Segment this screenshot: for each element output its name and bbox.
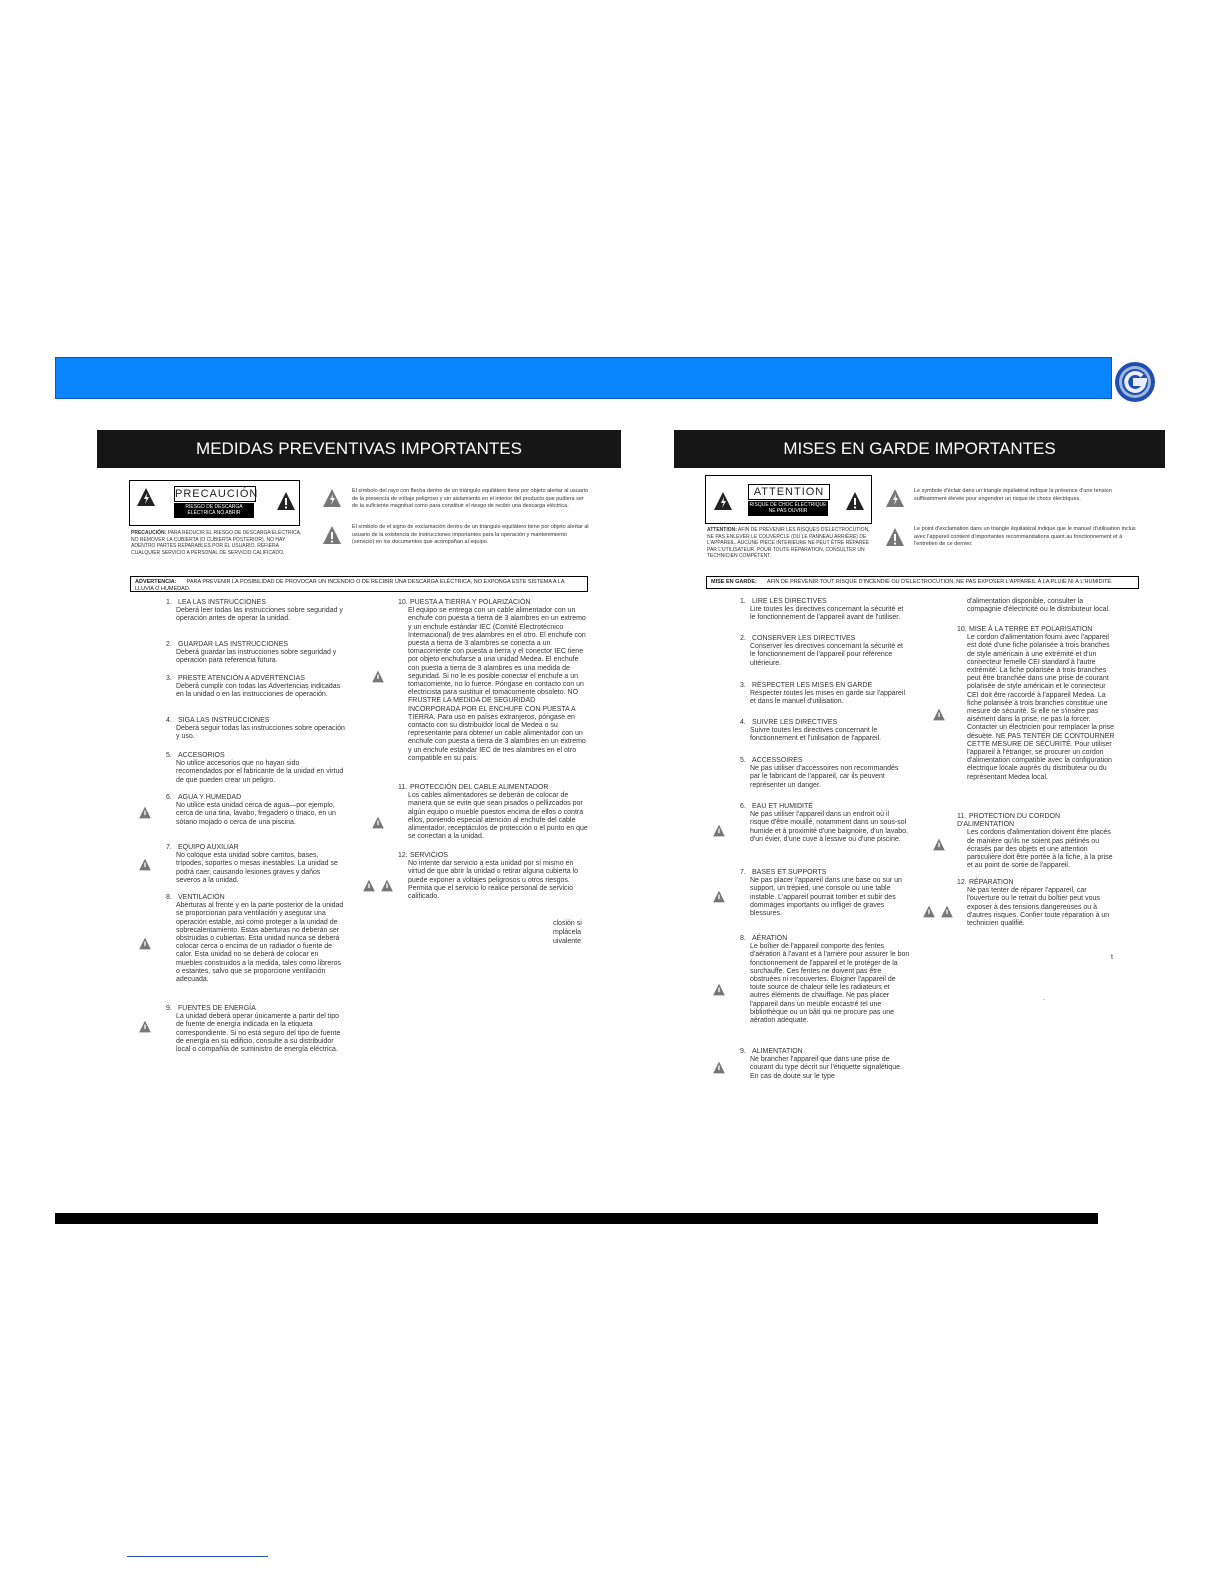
list-item: 2. CONSERVER LES DIRECTIVES Conserver les directives concernant la sécurité et le fonctionnement de l'appareil pour référence ultérieure. (740, 635, 903, 667)
list-item: 11. PROTECCIÓN DEL CABLE ALIMENTADOR Los cables alimentadores se deberán de colocar de manera que se evite que sean pisados o pellizcados por algún equipo o mueble puestos encima de ellos o contra ellos, poniendo especial atención al enchufe del cable alimentador, receptáculos de protección o el punto en que se conectan a la unidad. (398, 784, 588, 841)
text-fragment: closión si (553, 920, 582, 927)
list-item: d'alimentation disponible, consulter la compagnie d'électricité ou le distributeur local. (967, 598, 1110, 614)
list-item: 6. AGUA Y HUMEDAD No utilice esta unidad cerca de agua—por ejemplo, cerca de una tina, lavabo, fregadero o tinaco, en un sótano mojado o cerca de una piscina. (166, 794, 336, 826)
spanish-symbol-1: El símbolo del rayo con flecha dentro de un triángulo equilátero tiene por objeto alertar al usuario de la presencia de voltaje peligroso y sin aislamiento en el interior del producto que pudiera ser de la suficiente magnitud como para constituir el riesgo de recibir una descarga eléctrica. (352, 488, 589, 509)
exclamation-warning-icon (845, 491, 865, 511)
caution-label: PRECAUCIÓN: (131, 530, 167, 536)
french-symbol-1: Le symbole d'éclair dans un triangle équilatéral indique la présence d'une tension suffisamment élevée pour engendrer un risque de chocs électriques. (914, 488, 1112, 502)
list-item: 9. ALIMENTATION Ne brancher l'appareil que dans une prise de courant du type décrit sur l'étiquette signalétique. En cas de doute sur le type (740, 1048, 902, 1080)
spanish-warning-notice (130, 576, 588, 592)
warning-icon (138, 806, 152, 819)
g-logo-icon (1113, 360, 1157, 404)
warning-icon (940, 905, 954, 918)
exclamation-symbol-icon (884, 527, 906, 547)
text-fragment: . (1043, 995, 1045, 1002)
caution-text: PARA REDUCIR EL RIESGO DE DESCARGA ELÉCTRICA, NO REMOVER LA CUBIERTA (O CUBIERTA POSTERIOR). NO HAY ADENTRO PARTES REPARABLES POR EL USUARIO. REFIERA CUALQUIER SERVICIO A PERSONAL DE SERVICIO CALIFICADO. (131, 530, 302, 556)
warning-text: AFIN DE PRÉVENIR TOUT RISQUE D'INCENDIE OU D'ÉLECTROCUTION, NE PAS EXPOSER L'APPAREIL À LA PLUIE NI À L'HUMIDITÉ. (766, 579, 1113, 585)
list-item: 7. BASES ET SUPPORTS Ne pas placer l'appareil dans une base ou sur un support, un trépied, une console ou une table instable. L'appareil pourrait tomber et subir des dommages importants ou infliger de graves blessures. (740, 869, 902, 918)
text-fragment: mplácela (553, 929, 582, 936)
list-item: 10. PUESTA A TIERRA Y POLARIZACIÓN El equipo se entrega con un cable alimentador con un enchufe con puesta a tierra de 3 alambres en un extremo y un enchufe estándar IEC (Comité Electrotécnico Internacional) de tres alambres en el otro. El enchufe con puesta a tierra de 3 alambres se conecta a un tomacorriente con puesta a tierra y el conector IEC tiene por objeto enchufarse a una unidad Medea. El enchufe con puesta a tierra de 3 alambres es una medida de seguridad. Si no le es posible conectar el enchufe a un tomacorriente, no lo fuerce. Póngase en contacto con un electricista para sustituir el tomacorriente obsoleto. NO FRUSTRE LA MEDIDA DE SEGURIDAD INCORPORADA POR EL ENCHUFE CON PUESTA A TIERRA. Para uso en países extranjeros, póngase en contacto con su distribuidor local de Medea o su representante para obtener un cable alimentador con un enchufe con puesta a tierra de 3 alambres en un extremo y un enchufe estándar IEC de tres alambres en el otro compatible en su país. (398, 599, 586, 762)
list-item: 8. AÉRATION Le boîtier de l'appareil comporte des fentes d'aération à l'avant et à l'arrière pour assurer le bon fonctionnement de l'appareil et le protéger de la surchauffe. Ces fentes ne doivent pas être obstruées ni recouvertes. Éloigner l'appareil de toute source de chaleur telle les radiateurs et autres éléments de chauffage. Ne pas placer l'appareil dans un meuble encastré tel une bibliothèque ou un bâti qui ne procure pas une aération adéquate. (740, 935, 910, 1025)
warning-icon (932, 838, 946, 851)
list-item: 6. EAU ET HUMIDITÉ Ne pas utiliser l'appareil dans un endroit où il risque d'être mouillé, notamment dans un sous-sol humide et à proximité d'une baignoire, d'un lavabo, d'un évier, d'une cuve à lessive ou d'une piscine. (740, 803, 908, 843)
lightning-symbol-icon (884, 488, 906, 508)
warning-icon (362, 879, 376, 892)
caution-box-title: ATTENTION (748, 484, 830, 500)
caution-box-sub: RISQUE DE CHOC ÉLECTRIQUE NE PAS OUVRIR (749, 502, 827, 514)
french-caution-box (705, 475, 872, 524)
caution-box-title: PRECAUCIÓN (175, 488, 259, 500)
list-item: 5. ACCESSOIRES Ne pas utiliser d'accessoires non recommandés par le fabricant de l'appareil, car ils peuvent représenter un danger. (740, 757, 899, 789)
list-item: 1. LEA LAS INSTRUCCIONES Deberá leer todas las instrucciones sobre seguridad y operación antes de operar la unidad. (166, 599, 343, 623)
header-bar (55, 357, 1112, 399)
list-item: 4. SIGA LAS INSTRUCCIONES Deberá seguir todas las instrucciones sobre operación y uso. (166, 717, 345, 741)
spanish-symbol-2: El símbolo de el signo de exclamación dentro de un triángulo equilátero tiene por objeto alertar al usuario de la existencia de instrucciones importantes para la operación y mantenimiento (servicio) en los documentos que acompañan al equipo. (352, 524, 589, 545)
text-fragment: t (1111, 954, 1113, 961)
lightning-symbol-icon (321, 488, 343, 508)
spanish-title: MEDIDAS PREVENTIVAS IMPORTANTES (97, 430, 621, 468)
text-fragment: uivalente (553, 938, 582, 945)
list-item: 2. GUARDAR LAS INSTRUCCIONES Deberá guardar las instrucciones sobre seguridad y operación para referencia futura. (166, 641, 337, 665)
list-item: 1. LIRE LES DIRECTIVES Lire toutes les directives concernant la sécurité et le fonctionnement de l'appareil avant de l'utiliser. (740, 598, 904, 622)
warning-icon (138, 858, 152, 871)
warning-icon (712, 1061, 726, 1074)
french-caution-note (707, 527, 875, 560)
caution-box-sub: RIESGO DE DESCARGA ELÉCTRICA NO ABRIR (174, 503, 254, 518)
list-item: 7. EQUIPO AUXILIAR No coloque esta unidad sobre carritos, bases, trípodes, soportes o mesas inestables. La unidad se podrá caer, causando lesiones graves y daños severos a la unidad. (166, 844, 338, 884)
list-item: 3. RESPECTER LES MISES EN GARDE Respecter toutes les mises en garde sur l'appareil et dans le manuel d'utilisation. (740, 682, 906, 706)
warning-icon (922, 905, 936, 918)
list-item: 12. SERVICIOS No intente dar servicio a esta unidad por sí mismo en virtud de que abrir la unidad o retirar alguna cubierta lo puede exponer a voltajes peligrosos u otros riesgos. Permita que el servicio lo realice personal de servicio calificado. (398, 852, 579, 901)
warning-icon (712, 890, 726, 903)
caution-text: AFIN DE PRÉVENIR LES RISQUES D'ÉLECTROCUTION, NE PAS ENLEVER LE COUVERCLE (OU LE PANNEAU ARRIÈRE) DE L'APPAREIL. AUCUNE PIÈCE INTÉRIEURE NE PEUT ÊTRE RÉPARÉE PAR L'UTILISATEUR. POUR TOUTE RÉPARATION, CONSULTER UN TECHNICIEN COMPÉTENT. (707, 527, 870, 559)
list-item: 12. RÉPARATION Ne pas tenter de réparer l'appareil, car l'ouverture ou le retrait du boîtier peut vous exposer à des tensions dangereuses ou à d'autres risques. Confier toute réparation à un technicien qualifié. (957, 879, 1110, 928)
list-item: 9. FUENTES DE ENERGÍA La unidad deberá operar únicamente a partir del tipo de fuente de energía indicada en la etiqueta correspondiente. Si no está seguro del tipo de fuente de energía en su edificio, consulte a su distribuidor local o compañía de suministro de energía eléctrica. (166, 1005, 341, 1054)
footer-link-line (127, 1556, 268, 1557)
warning-icon (712, 824, 726, 837)
spanish-caution-box (129, 480, 300, 526)
warning-icon (138, 937, 152, 950)
warning-text: PARA PREVENIR LA POSIBILIDAD DE PROVOCAR UN INCENDIO O DE RECIBIR UNA DESCARGA ELÉCTRICA, NO EXPONGA ESTE SISTEMA A LA LLUVIA O HUMEDAD. (135, 579, 565, 592)
warning-label: MISE EN GARDE: (711, 579, 757, 585)
list-item: 8. VENTILACIÓN Aberturas al frente y en la parte posterior de la unidad se proporcionan para ventilación y asegurar una operación estable, así como proteger a la unidad de sobrecalentamiento. Estas aberturas no deberán ser obstruidas o cubiertas. Esta unidad nunca se deberá colocar cerca o encima de un radiador o fuente de calor. Esta unidad no se deberá de colocar en muebles construidos a la medida, tales como libreros o estantes, salvo que se proporcione ventilación adecuada. (166, 894, 344, 984)
french-symbol-2: Le point d'exclamation dans un triangle équilatéral indique que le manuel d'utilisation inclus avec l'appareil contient d'importantes recommandations quant au fonctionnement et à l'entretien de ce dernier. (914, 526, 1136, 547)
warning-icon (138, 1020, 152, 1033)
list-item: 3. PRESTE ATENCIÓN A ADVERTENCIAS Deberá cumplir con todas las Advertencias indicadas en la unidad o en las instrucciones de operación. (166, 675, 341, 699)
warning-icon (371, 816, 385, 829)
lightning-warning-icon (136, 487, 156, 507)
french-title: MISES EN GARDE IMPORTANTES (674, 430, 1165, 468)
warning-icon (380, 879, 394, 892)
warning-icon (932, 708, 946, 721)
warning-icon (371, 670, 385, 683)
spanish-caution-note (131, 530, 306, 556)
exclamation-symbol-icon (321, 525, 343, 545)
caution-label: ATTENTION: (707, 527, 737, 533)
list-item: 5. ACCESORIOS No utilice accesorios que no hayan sido recomendados por el fabricante de la unidad en virtud de que pueden crear un peligro. (166, 752, 344, 784)
list-item: 4. SUIVRE LES DIRECTIVES Suivre toutes les directives concernant le fonctionnement et l'utilisation de l'appareil. (740, 719, 882, 743)
warning-icon (712, 983, 726, 996)
lightning-warning-icon (713, 491, 733, 511)
list-item: 10. MISE À LA TERRE ET POLARISATION Le cordon d'alimentation fourni avec l'appareil est doté d'une fiche polarisée à trois branches de style américain à une extrémité et d'un connecteur femelle CEI standard à l'autre extrémité. La fiche polarisée à trois branches peut être branchée dans une prise de courant polarisée de style américain et le connecteur CEI doit être raccordé à l'appareil Medea. La fiche polarisée à trois branches constitue une mesure de sécurité. Si elle ne s'insère pas aisément dans la prise, ne pas la forcer. Contacter un électricien pour remplacer la prise désuète. NE PAS TENTER DE CONTOURNER CETTE MESURE DE SÉCURITÉ. Pour utiliser l'appareil à l'étranger, se procurer un cordon d'alimentation compatible avec la configuration électrique locale auprès du distributeur ou du représentant Medea local. (957, 626, 1115, 781)
french-warning-notice (706, 576, 1139, 589)
exclamation-warning-icon (276, 491, 296, 511)
list-item: 11. PROTECTION DU CORDON D'ALIMENTATION Les cordons d'alimentation doivent être placés de manière qu'ils ne soient pas piétinés ou écrasés par des objets et une attention particulière doit être portée à la fiche, à la prise et au point de sortie de l'appareil. (957, 813, 1113, 870)
footer-bar (55, 1213, 1098, 1224)
warning-label: ADVERTENCIA: (135, 579, 177, 585)
